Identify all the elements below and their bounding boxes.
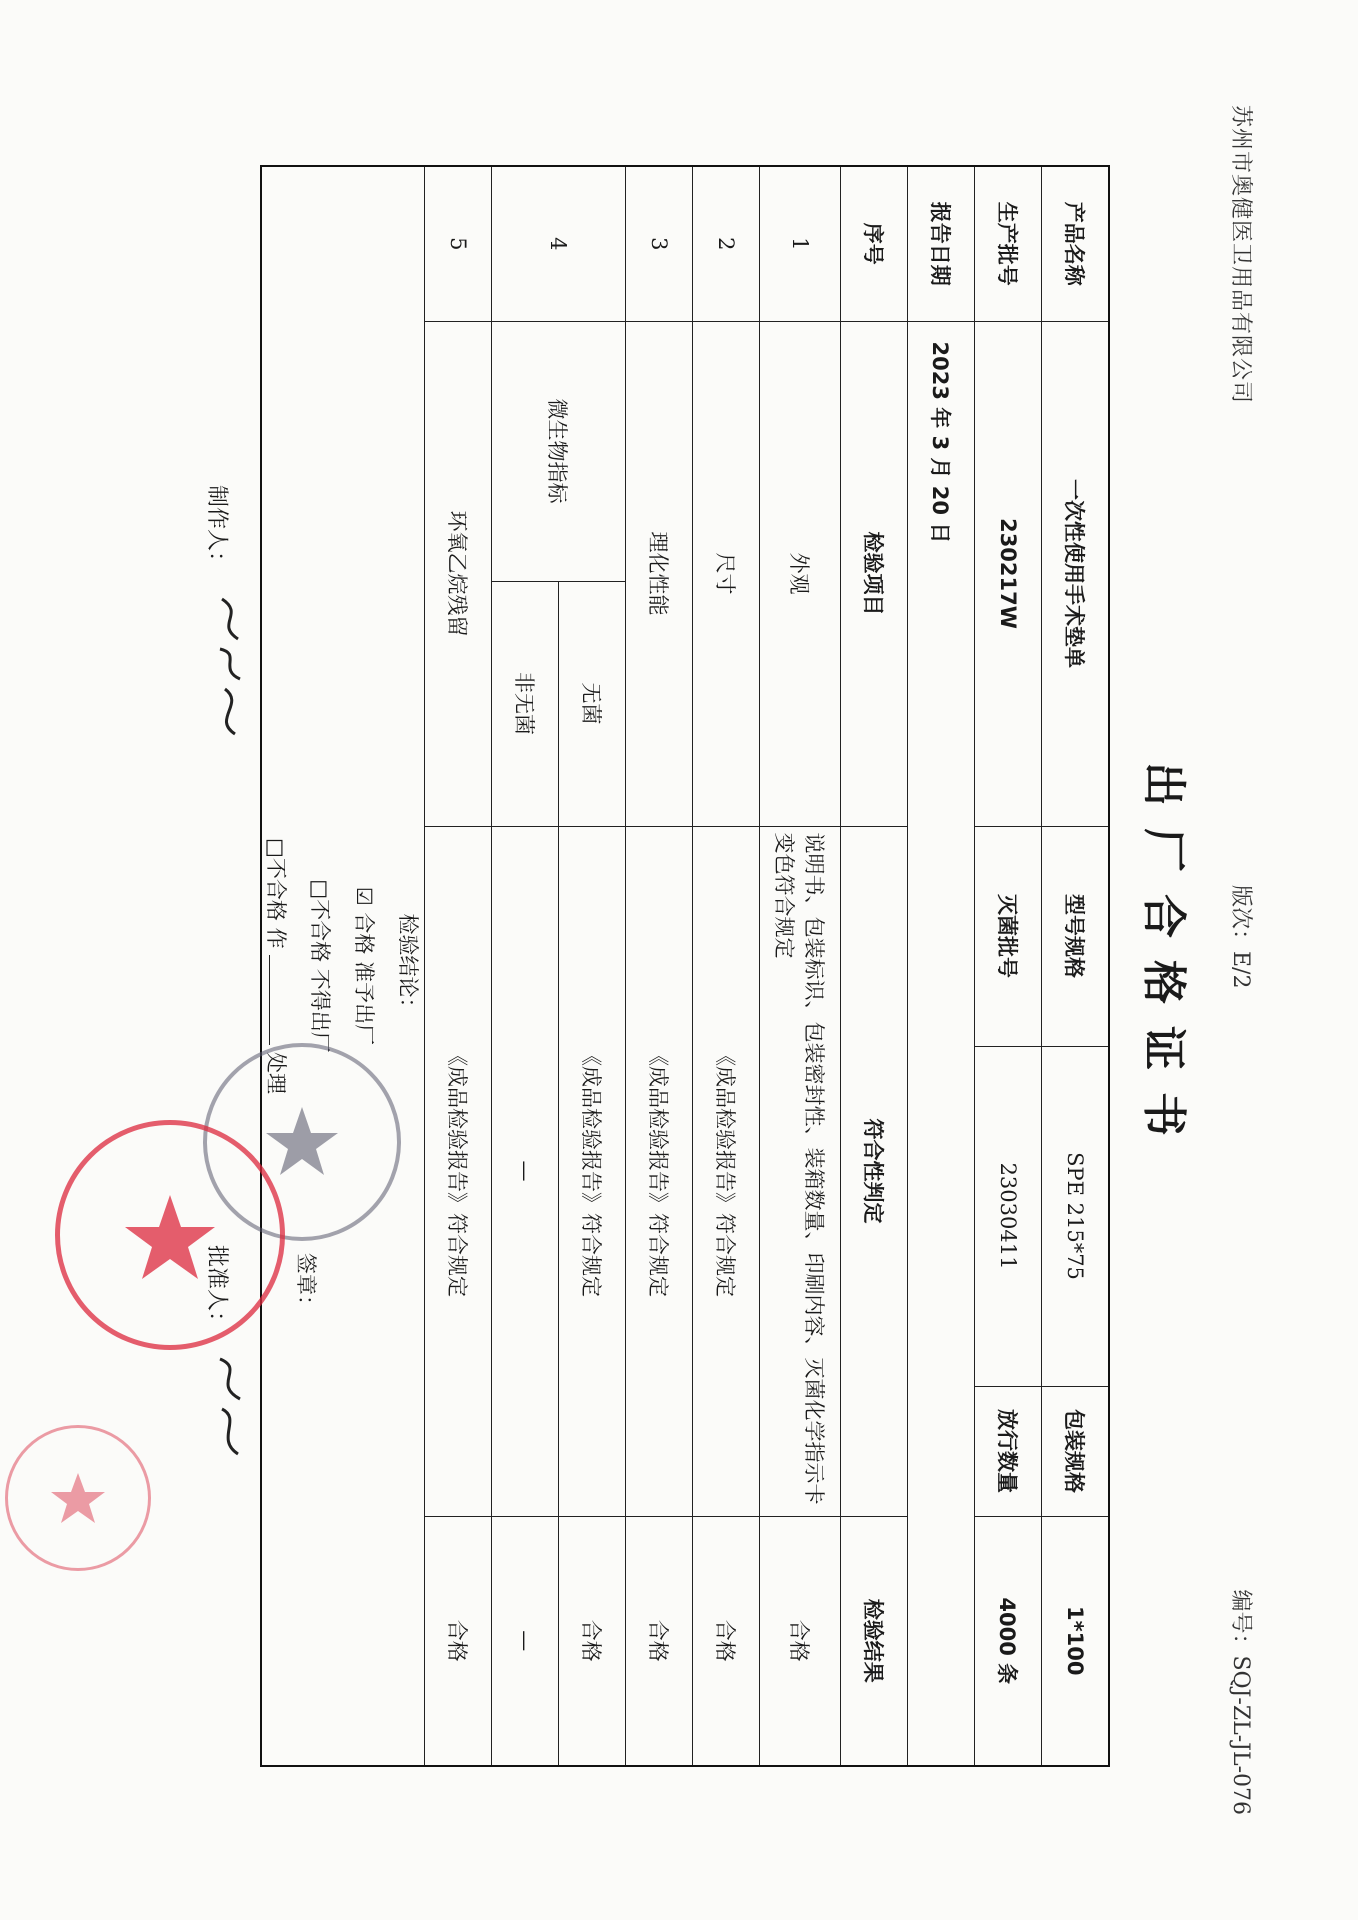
row-result: — [492,1516,559,1766]
row-item: 环氧乙烷残留 [425,321,492,826]
version-label: 版次：E/2 [1228,885,1253,989]
certificate-sheet [140,65,1270,1855]
stamp-label: 签章： [294,1253,318,1316]
row-result: 合格 [425,1516,492,1766]
row-item: 理化性能 [626,321,693,826]
row-judgement: 说明书、包装标识、包装密封性、装箱数量、印刷内容、灭菌化学指示卡变色符合规定 [760,826,841,1516]
info-row-2 [975,166,1042,1766]
approver-handwriting [201,1354,245,1464]
row-result: 合格 [559,1516,626,1766]
approver-label: 批准人： [204,1245,229,1334]
row-sub-item: 无菌 [559,581,626,826]
table-row [559,166,626,1766]
maker-handwriting [201,594,245,744]
conclusion-label: 检验结论： [396,913,420,1019]
row-sub-item: 非无菌 [492,581,559,826]
conclusion-other [262,173,292,1759]
package-label: 包装规格 [1042,1386,1110,1516]
row-result: 合格 [626,1516,693,1766]
conclusion-other-text: □不合格 作 [264,838,288,949]
conclusion-pass: ☑ 合格 准予出厂 [352,886,376,1046]
col-header-judgement: 符合性判定 [841,826,908,1516]
sterile-batch-value: 23030411 [975,1046,1042,1386]
table-header-row [841,166,908,1766]
row-result: 合格 [760,1516,841,1766]
company-name: 苏州市奥健医卫用品有限公司 [1228,105,1253,405]
info-row-3 [908,166,975,1766]
conclusion-blank-line [269,955,270,1045]
product-name-label: 产品名称 [1042,166,1110,321]
maker-label: 制作人： [204,485,229,574]
row-judgement: 《成品检验报告》符合规定 [626,826,693,1516]
table-row [425,166,492,1766]
row-no: 1 [760,166,841,321]
quality-seal [5,1425,151,1571]
header-line [1210,65,1270,1855]
info-row-1 [1042,166,1110,1766]
quantity-value: 4000 条 [975,1516,1042,1766]
row-result: 合格 [693,1516,760,1766]
quantity-label: 放行数量 [975,1386,1042,1516]
row-no: 3 [626,166,693,321]
table-row [760,166,841,1766]
conclusion-cell [261,166,425,1766]
model-label: 型号规格 [1042,826,1110,1046]
row-item: 微生物指标 [492,321,626,581]
model-value: SPE 215*75 [1042,1046,1110,1386]
company-seal [55,1120,285,1350]
package-value: 1*100 [1042,1516,1110,1766]
row-no: 5 [425,166,492,321]
maker-signature [201,485,250,744]
document-title: 出厂合格证书 [1138,762,1189,1158]
conclusion-row [261,166,425,1766]
row-judgement: — [492,826,559,1516]
batch-label: 生产批号 [975,166,1042,321]
table-row [626,166,693,1766]
row-no: 4 [492,166,626,321]
col-header-no: 序号 [841,166,908,321]
row-no: 2 [693,166,760,321]
conclusion-fail: □不合格 不得出厂 [308,879,332,1053]
sterile-batch-label: 灭菌批号 [975,826,1042,1046]
document-code: 编号：SQJ-ZL-JL-076 [1228,1589,1253,1815]
certificate-table [260,165,1110,1767]
table-row [693,166,760,1766]
conclusion-other-suffix: 处理 [264,1051,288,1094]
row-judgement: 《成品检验报告》符合规定 [425,826,492,1516]
report-date-value: 2023 年 3 月 20 日 [908,321,975,1766]
col-header-result: 检验结果 [841,1516,908,1766]
batch-value: 230217W [975,321,1042,826]
row-judgement: 《成品检验报告》符合规定 [693,826,760,1516]
row-judgement: 《成品检验报告》符合规定 [559,826,626,1516]
col-header-item: 检验项目 [841,321,908,826]
row-item: 外观 [760,321,841,826]
row-item: 尺寸 [693,321,760,826]
product-name-value: 一次性使用手术垫单 [1042,321,1110,826]
report-date-label: 报告日期 [908,166,975,321]
